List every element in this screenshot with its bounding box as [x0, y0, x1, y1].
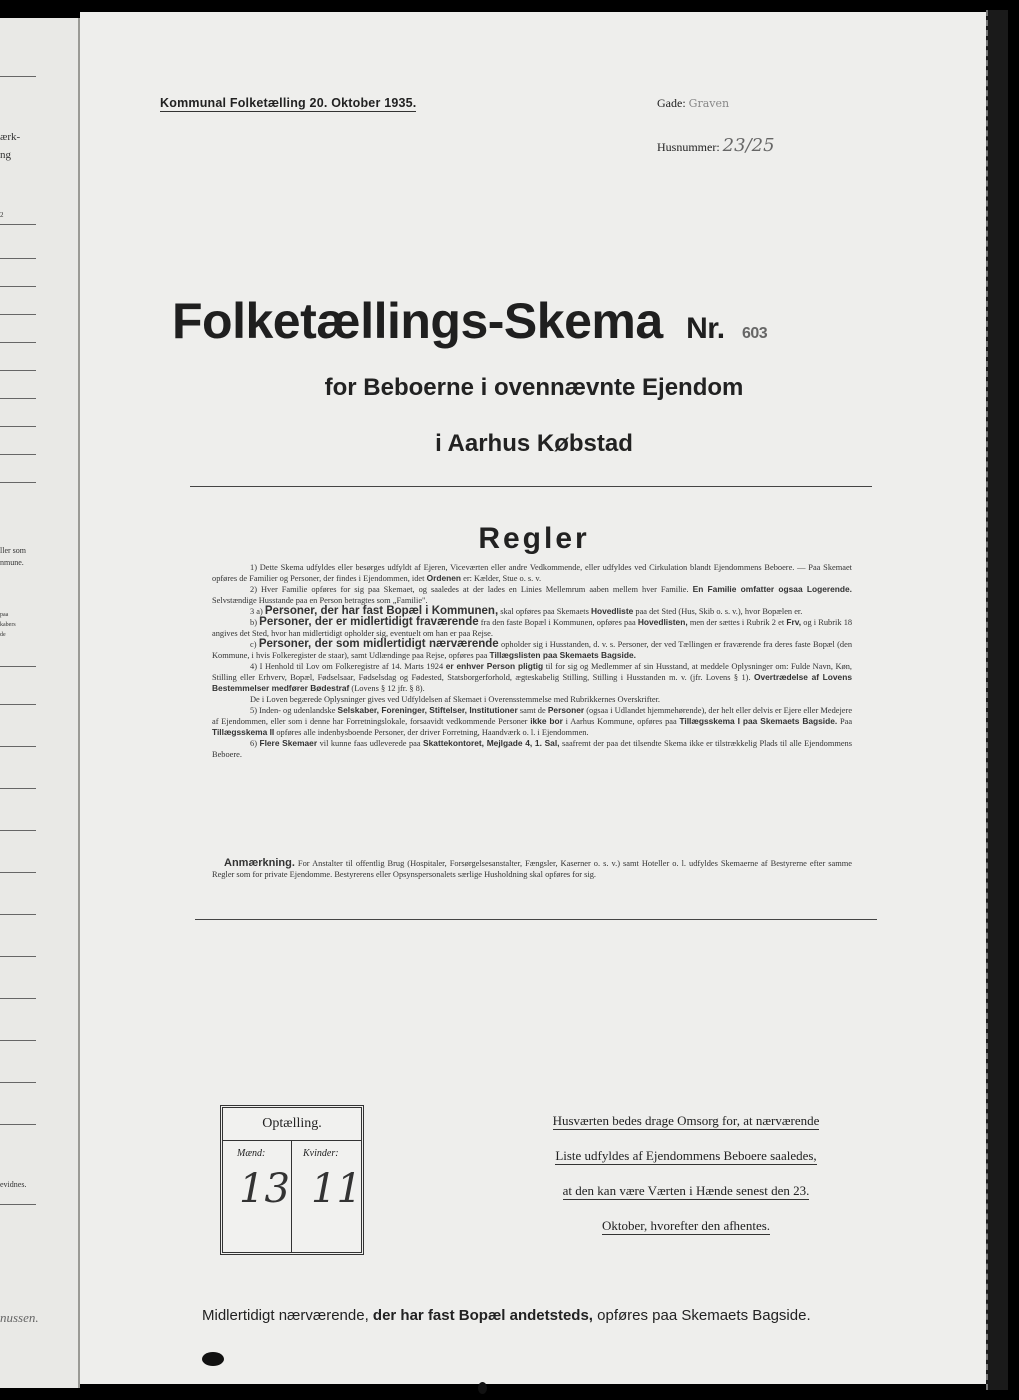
- margin-rule: [0, 1082, 36, 1083]
- margin-rule: [0, 872, 36, 873]
- margin-fragment: 2: [0, 211, 4, 219]
- margin-rule: [0, 998, 36, 999]
- margin-rule: [0, 746, 36, 747]
- rule-5: 5) Inden- og udenlandske Selskaber, Foreninger, Stiftelser, Institutioner samt de Personer (ogsaa i Udlandet hjemmehørende), der helt eller delvis er Ejere eller Medejere af Ejendommen, eller som i denne har Forretningslokale, forsaavidt vedkommende Personer ikke bor i Aarhus Kommune, opføres paa Tillægsskema I paa Skemaets Bagside. Paa Tillægsskema II opføres alle indenbysboende Personer, der driver Forretning, Haandværk o. l. i Ejendommen.: [212, 705, 853, 737]
- margin-rule: [0, 704, 36, 705]
- rule-4: 4) I Henhold til Lov om Folkeregistre af 14. Marts 1924 er enhver Person pligtig til for sig og Medlemmer af sin Husstand, at meddele Oplysninger om: Fulde Navn, Køn, Stilling eller Erhverv, Bopæl, Fødselsaar, Fødselsdag og Fødested, Statsborgerforhold, ægteskabelig Stilling, Stilling i Husstanden m. v. (jfr. Lovens § 1). Overtrædelse af Lovens Bestemmelser medfører Bødestraf (Lovens § 12 jfr. § 8).: [212, 661, 853, 693]
- house-number-label: Husnummer:: [657, 140, 720, 154]
- book-spine-edge: [986, 10, 1008, 1390]
- margin-rule: [0, 76, 36, 77]
- margin-rule: [0, 224, 36, 225]
- note-label: Anmærkning.: [224, 857, 295, 869]
- margin-rule: [0, 956, 36, 957]
- rules-text: [212, 562, 852, 760]
- margin-rule: [0, 426, 36, 427]
- margin-handwriting: nussen.: [0, 1310, 39, 1325]
- rule-4-note: De i Loven begærede Oplysninger gives ved Udfyldelsen af Skemaet i Overensstemmelse med Rubrikkernes Overskrifter.: [250, 695, 661, 704]
- margin-rule: [0, 342, 36, 343]
- men-label: Mænd:: [237, 1148, 266, 1159]
- rule-3a: 3 a) Personer, der har fast Bopæl i Kommunen, skal opføres paa Skemaets Hovedliste paa det Sted (Hus, Skib o. s. v.), hvor Bopælen er.: [250, 605, 803, 617]
- rule-1: 1) Dette Skema udfyldes eller besørges udfyldt af Ejeren, Viceværten eller andre Vedkommende, eller udfyldes ved Cirkulation blandt Ejendommens Beboere. — Paa Skemaet opføres de Familier og Personer, der findes i Ejendommen, idet Ordenen er: Kælder, Stue o. s. v.: [212, 563, 852, 583]
- margin-fragment: kabers: [0, 622, 16, 628]
- form-subtitle-2: i Aarhus Købstad: [435, 430, 633, 457]
- margin-rule: [0, 788, 36, 789]
- men-count: 13: [239, 1166, 290, 1212]
- house-number-value: 23/25: [722, 135, 775, 156]
- margin-rule: [0, 258, 36, 259]
- margin-fragment: evidnes.: [0, 1180, 27, 1189]
- margin-rule: [0, 482, 36, 483]
- form-number-value: 603: [742, 325, 768, 342]
- count-box: [220, 1105, 364, 1255]
- divider: [190, 486, 872, 487]
- rules-heading: Regler: [478, 522, 590, 555]
- count-divider: [223, 1140, 361, 1141]
- form-number-label: Nr.: [686, 312, 725, 345]
- women-label: Kvinder:: [303, 1148, 339, 1159]
- census-header: Kommunal Folketælling 20. Oktober 1935.: [160, 96, 417, 110]
- margin-rule: [0, 830, 36, 831]
- note-section: [212, 858, 852, 880]
- note-text: For Anstalter til offentlig Brug (Hospitaler, Forsørgelsesanstalter, Fængsler, Kaserner o. s. v.) samt Hoteller o. l. udfyldes Skemaerne af Bestyrerne efter samme Regler som for private Ejendomme. Bestyrerens eller Opsynspersonalets særlige Husholdning skal opføres for sig.: [212, 859, 852, 879]
- margin-rule: [0, 1124, 36, 1125]
- census-form-page: [80, 12, 988, 1384]
- margin-rule: [0, 286, 36, 287]
- margin-rule: [0, 666, 36, 667]
- rule-3c: c) Personer, der som midlertidigt nærværende opholder sig i Husstanden, d. v. s. Personer, der ved Tællingen er fraværende fra deres faste Bopæl (den Kommune, i hvis Folkeregister de staar), samt Udlændinge paa Rejse, opføres paa Tillægslisten paa Skemaets Bagside.: [212, 638, 853, 660]
- margin-rule: [0, 398, 36, 399]
- margin-fragment: ller som: [0, 546, 26, 555]
- notice-line: at den kan være Værten i Hænde senest den 23.: [562, 1183, 810, 1198]
- street-label: Gade:: [657, 96, 686, 110]
- street-value: Graven: [688, 97, 730, 110]
- margin-fragment: ng: [0, 149, 11, 161]
- margin-rule: [0, 370, 36, 371]
- divider: [195, 919, 877, 920]
- margin-fragment: paa: [0, 612, 9, 618]
- form-title: [172, 292, 767, 350]
- ink-blot: [478, 1382, 487, 1394]
- margin-fragment: ærk-: [0, 131, 21, 143]
- count-divider: [291, 1140, 292, 1252]
- footer-instruction: Midlertidigt nærværende, der har fast Bopæl andetsteds, opføres paa Skemaets Bagside.: [202, 1307, 811, 1324]
- count-title: Optælling.: [262, 1116, 322, 1131]
- landlord-notice: [516, 1112, 856, 1252]
- ink-blot: [202, 1352, 224, 1366]
- margin-rule: [0, 314, 36, 315]
- rule-6: 6) Flere Skemaer vil kunne faas udleverede paa Skattekontoret, Mejlgade 4, 1. Sal, saafremt der paa det tilsendte Skema ikke er tilstrækkelig Plads til alle Ejendommens Beboere.: [212, 738, 853, 759]
- house-number-field: [657, 135, 775, 156]
- margin-rule: [0, 454, 36, 455]
- margin-fragment: de: [0, 632, 6, 638]
- margin-rule: [0, 914, 36, 915]
- margin-rule: [0, 1204, 36, 1205]
- margin-fragment: nmune.: [0, 558, 24, 567]
- notice-line: Liste udfyldes af Ejendommens Beboere saaledes,: [555, 1148, 817, 1163]
- women-count: 11: [311, 1166, 362, 1212]
- street-field: [657, 96, 729, 111]
- form-title-main: Folketællings-Skema: [172, 293, 663, 349]
- margin-rule: [0, 1040, 36, 1041]
- rule-3b: b) Personer, der er midlertidigt fraværende fra den faste Bopæl i Kommunen, opføres paa Hovedlisten, men der sættes i Rubrik 2 et Frv, og i Rubrik 18 angives det Sted, hvor han midlertidigt opholder sig, eventuelt om han er paa Rejse.: [212, 616, 853, 638]
- form-subtitle-1: for Beboerne i ovennævnte Ejendom: [324, 374, 744, 401]
- left-page-fragment: [0, 18, 80, 1388]
- notice-line: Husværten bedes drage Omsorg for, at nærværende: [552, 1113, 820, 1128]
- rule-2: 2) Hver Familie opføres for sig paa Skemaet, og saaledes at der lades en Linies Mellemrum aaben mellem hver Familie. En Familie omfatter ogsaa Logerende. Selvstændige Husstande paa en Person betragtes som „Familie".: [212, 584, 853, 605]
- notice-line: Oktober, hvorefter den afhentes.: [601, 1218, 771, 1233]
